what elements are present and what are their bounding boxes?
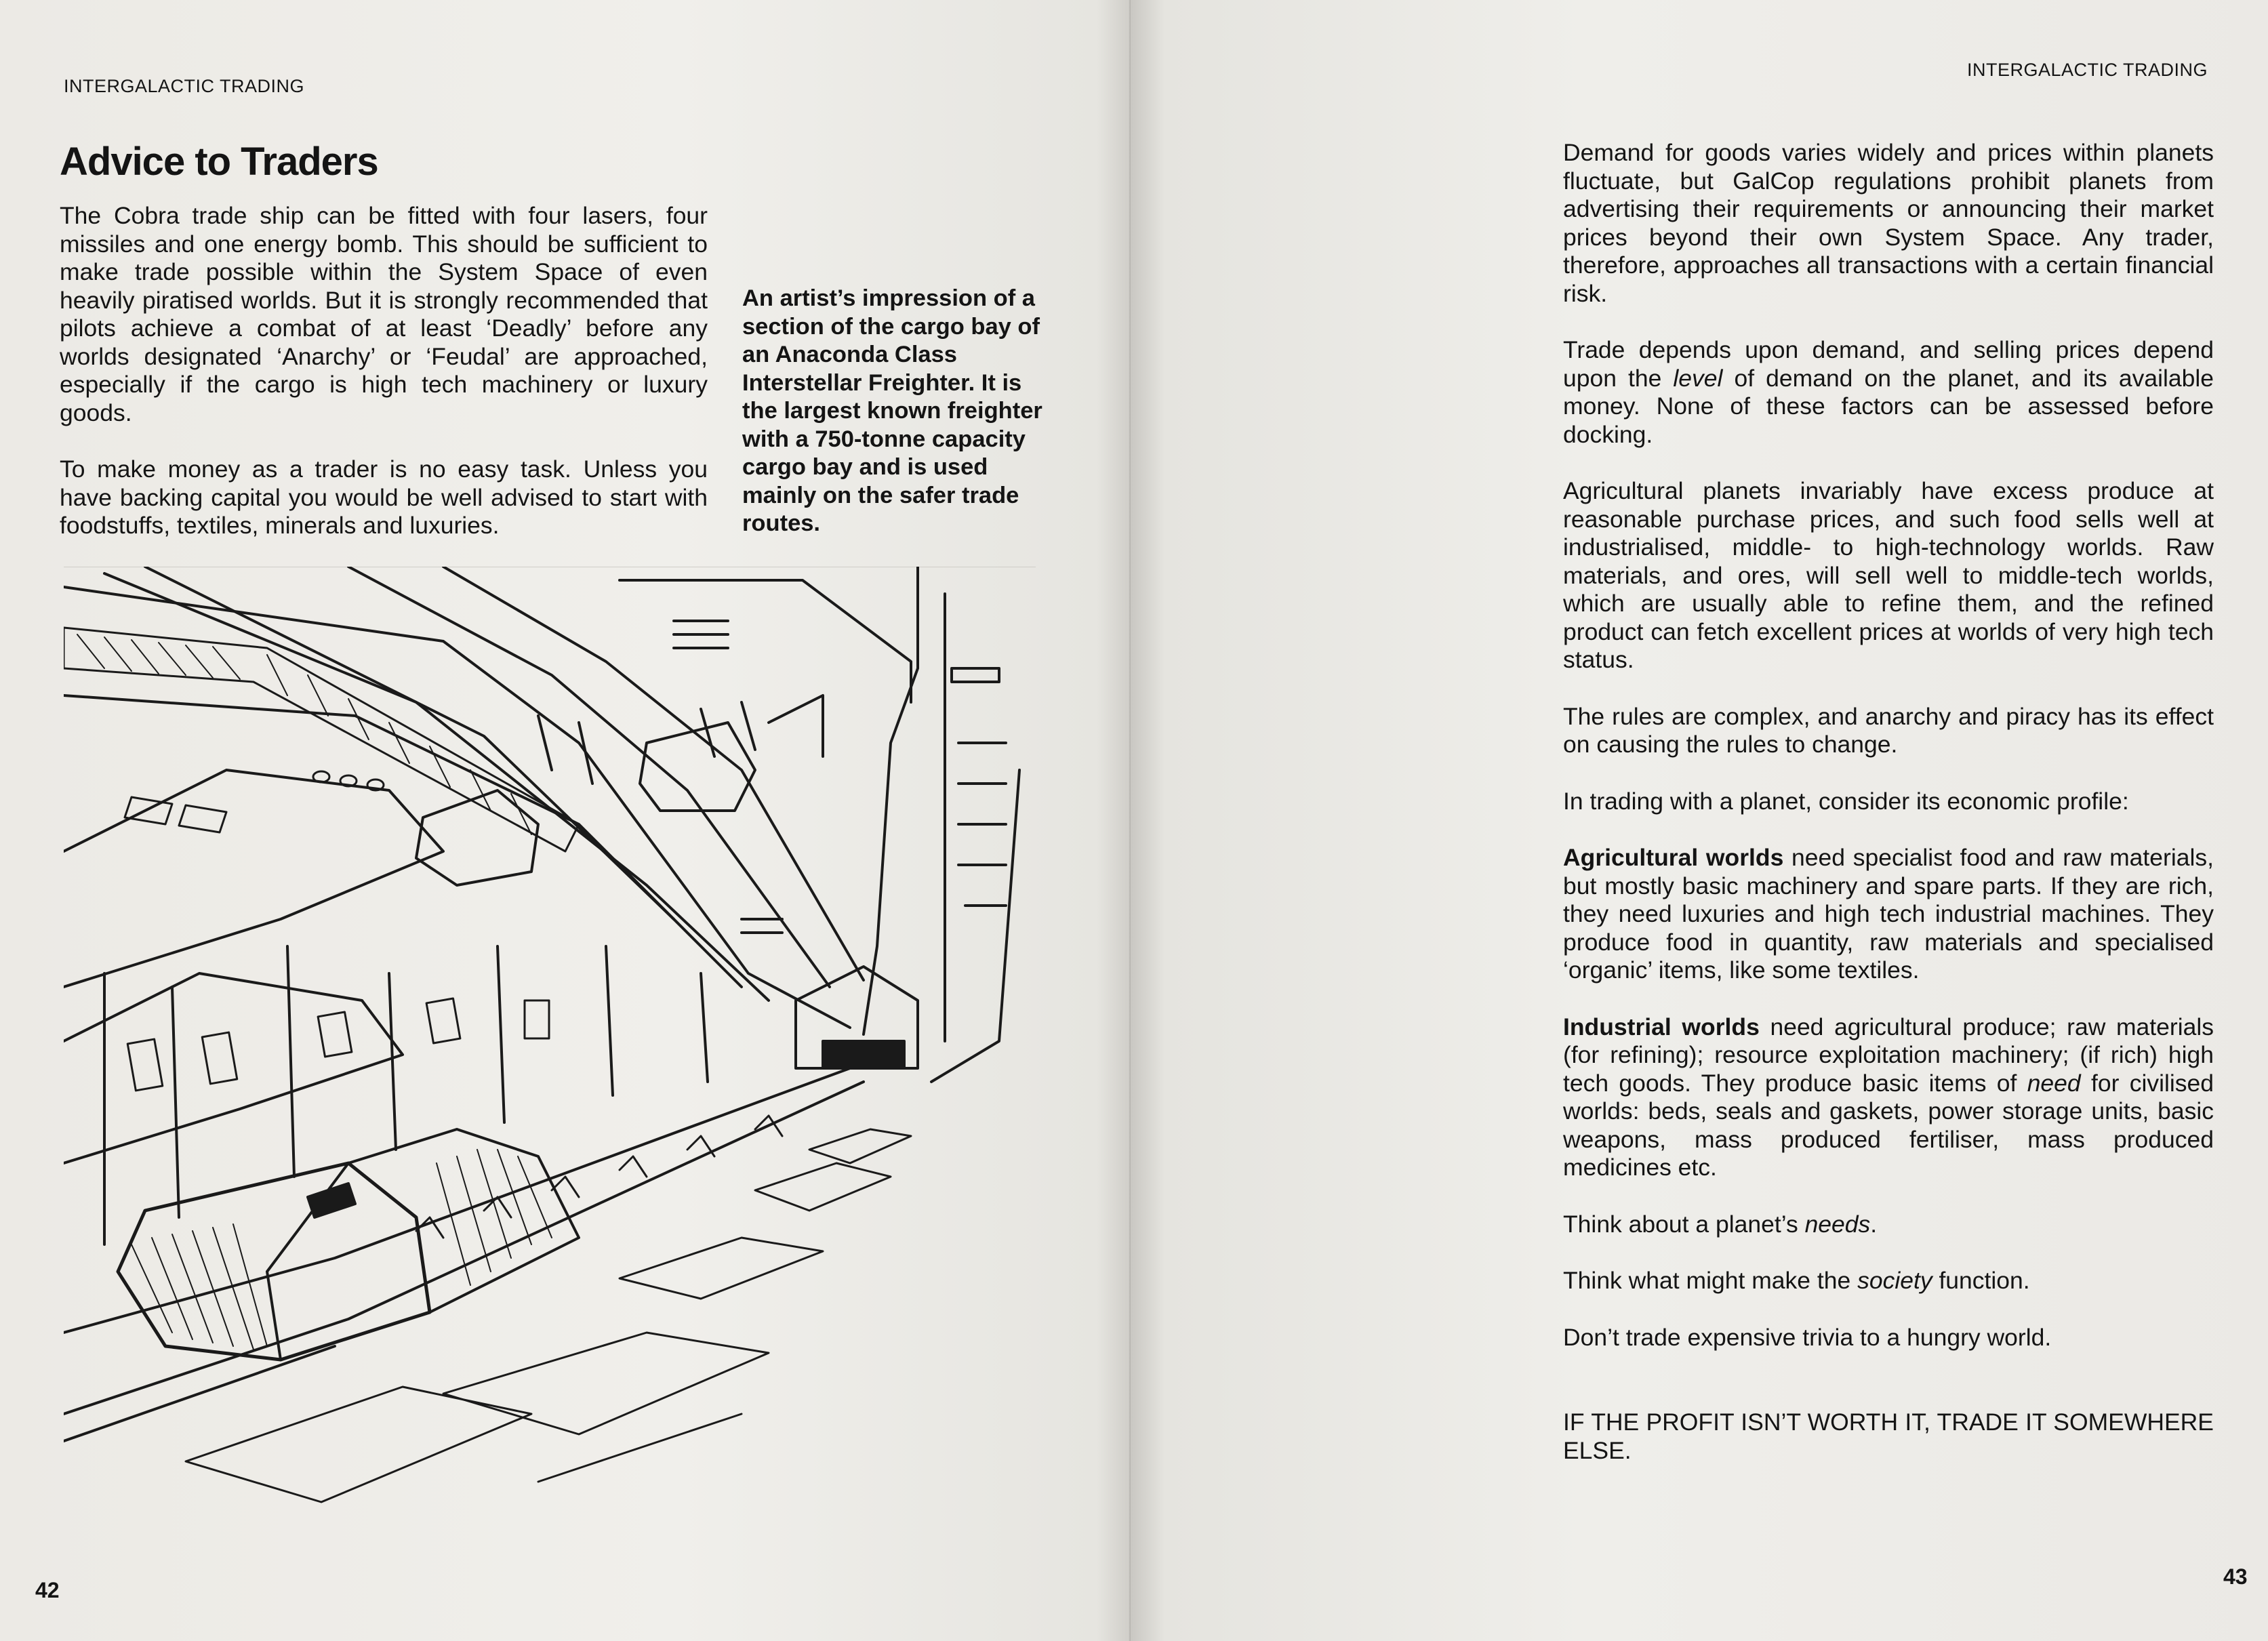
industrial-worlds-paragraph: Industrial worlds need agricultural produce; raw materials (for refining); resource exploitation machinery; (if rich) high tech goods. They produce basic items of need for civilised worlds: beds, seals and gaskets, power storage units, basic weapons, mass produced fertiliser, mass produced medicines etc. <box>1563 1013 2214 1181</box>
society-paragraph: Think what might make the society function. <box>1563 1267 2030 1294</box>
page-title: Advice to Traders <box>60 140 378 184</box>
right-page <box>1131 0 2268 1641</box>
page-number-right: 43 <box>2223 1564 2248 1589</box>
profit-paragraph: IF THE PROFIT ISN’T WORTH IT, TRADE IT SOMEWHERE ELSE. <box>1563 1409 2214 1464</box>
right-body <box>1563 139 2214 1493</box>
demand-paragraph: Demand for goods varies widely and prices within planets fluctuate, but GalCop regulations prohibit planets from advertising their requirements or announcing their market prices beyond their own System Space. Any trader, therefore, approaches all transactions with a certain financial risk. <box>1563 139 2214 307</box>
page-number-left: 42 <box>35 1578 60 1602</box>
agricultural-planets-paragraph: Agricultural planets invariably have excess produce at reasonable purchase prices, and such food sells well at industrialised, middle- to high-technology worlds. Raw materials, and ores, will sell well to middle-tech worlds, which are usually able to refine them, and the refined product can fetch excellent prices at worlds of very high tech status. <box>1563 477 2214 673</box>
economic-profile-paragraph: In trading with a planet, consider its economic profile: <box>1563 787 2129 815</box>
running-head-right: INTERGALACTIC TRADING <box>1967 60 2208 80</box>
intro-paragraph: The Cobra trade ship can be fitted with four lasers, four missiles and one energy bomb. This should be sufficient to make trade possible within the System Space of even heavily piratised worlds. But it is strongly recommended that pilots achieve a combat of at least ‘Deadly’ before any worlds designated ‘Anarchy’ or ‘Feudal’ are approached, especially if the cargo is high tech machinery or luxury goods. <box>60 202 708 426</box>
trivia-paragraph: Don’t trade expensive trivia to a hungry world. <box>1563 1323 2052 1351</box>
left-page <box>0 0 1131 1641</box>
trade-demand-paragraph: Trade depends upon demand, and selling prices depend upon the level of demand on the planet, and its available money. None of these factors can be assessed before docking. <box>1563 336 2214 448</box>
money-paragraph: To make money as a trader is no easy task. Unless you have backing capital you would be well advised to start with foodstuffs, textiles, minerals and luxuries. <box>60 455 708 539</box>
rules-paragraph: The rules are complex, and anarchy and piracy has its effect on causing the rules to change. <box>1563 702 2214 758</box>
cargo-bay-drawing <box>64 567 1036 1543</box>
left-body <box>60 202 708 569</box>
running-head-left: INTERGALACTIC TRADING <box>64 76 305 96</box>
agricultural-worlds-paragraph: Agricultural worlds need specialist food and raw materials, but mostly basic machinery and spare parts. If they are rich, they need luxuries and high tech industrial machines. They produce food in quantity, raw materials and specialised ‘organic’ items, like some textiles. <box>1563 844 2214 984</box>
needs-paragraph: Think about a planet’s needs. <box>1563 1210 1878 1238</box>
illustration-caption: An artist’s impression of a section of the cargo bay of an Anaconda Class Interstellar Freighter. It is the largest known freighter with a 750-tonne capacity cargo bay and is used mainly on the safer trade routes. <box>742 285 1042 536</box>
